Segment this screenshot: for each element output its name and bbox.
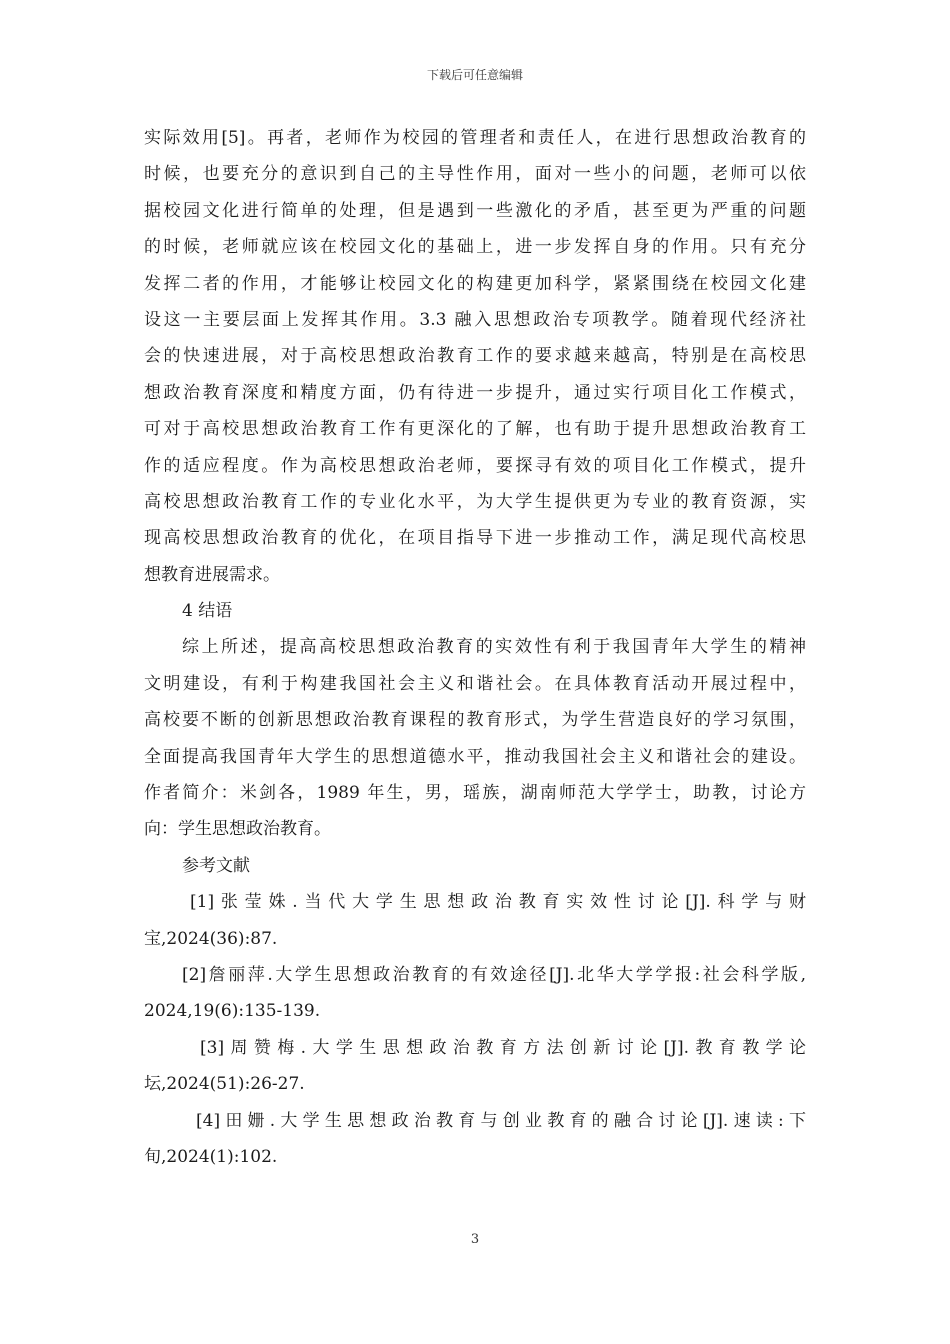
body-line: 作的适应程度。作为高校思想政治老师，要探寻有效的项目化工作模式，提升 — [144, 455, 806, 476]
paragraph-section-3-3 — [144, 120, 806, 593]
section-4-heading: 4 结语 — [182, 601, 233, 622]
reference-line: [2]詹丽萍.大学生思想政治教育的有效途径[J].北华大学学报:社会科学版, — [182, 964, 806, 985]
reference-item — [144, 1103, 806, 1176]
references-list — [144, 884, 806, 1175]
body-line: 文明建设，有利于构建我国社会主义和谐社会。在具体教育活动开展过程中， — [144, 673, 806, 694]
body-line: 可对于高校思想政治教育工作有更深化的了解，也有助于提升思想政治教育工 — [144, 419, 806, 440]
body-line: 高校思想政治教育工作的专业化水平，为大学生提供更为专业的教育资源，实 — [144, 491, 806, 512]
reference-item — [144, 957, 806, 1030]
body-line: 时候，也要充分的意识到自己的主导性作用，面对一些小的问题，老师可以依 — [144, 164, 806, 185]
body-line: 现高校思想政治教育的优化，在项目指导下进一步推动工作，满足现代高校思 — [144, 528, 806, 549]
page-number: 3 — [470, 1232, 480, 1247]
body-line: 高校要不断的创新思想政治教育课程的教育形式，为学生营造良好的学习氛围， — [144, 710, 806, 731]
references-heading: 参考文献 — [182, 855, 250, 876]
body-line: 实际效用[5]。再者，老师作为校园的管理者和责任人，在进行思想政治教育的 — [144, 128, 806, 148]
page-header-note: 下载后可任意编辑 — [426, 68, 523, 82]
body-line: 的时候，老师就应该在校园文化的基础上，进一步发挥自身的作用。只有充分 — [144, 237, 806, 258]
reference-line: [4]田姗.大学生思想政治教育与创业教育的融合讨论[J].速读:下 — [196, 1110, 806, 1131]
reference-item — [144, 884, 806, 957]
body-line: 想教育进展需求。 — [144, 564, 280, 585]
reference-line: 2024,19(6):135-139. — [144, 1001, 321, 1022]
reference-line: 坛,2024(51):26-27. — [144, 1074, 305, 1095]
body-line: 设这一主要层面上发挥其作用。3.3 融入思想政治专项教学。随着现代经济社 — [144, 309, 806, 330]
body-line: 会的快速进展，对于高校思想政治教育工作的要求越来越高，特别是在高校思 — [144, 346, 806, 367]
body-line: 想政治教育深度和精度方面，仍有待进一步提升，通过实行项目化工作模式， — [144, 382, 806, 403]
body-line: 全面提高我国青年大学生的思想道德水平，推动我国社会主义和谐社会的建设。 — [144, 746, 806, 767]
paragraph-conclusion — [144, 629, 806, 847]
document-body — [144, 120, 806, 1175]
reference-item — [144, 1030, 806, 1103]
reference-line: [1]张莹姝.当代大学生思想政治教育实效性讨论[J].科学与财 — [190, 892, 806, 913]
body-line: 发挥二者的作用，才能够让校园文化的构建更加科学，紧紧围绕在校园文化建 — [144, 273, 806, 294]
body-line: 据校园文化进行简单的处理，但是遇到一些激化的矛盾，甚至更为严重的问题 — [144, 200, 806, 221]
reference-line: [3]周赞梅.大学生思想政治教育方法创新讨论[J].教育教学论 — [200, 1037, 806, 1058]
body-line: 综上所述，提高高校思想政治教育的实效性有利于我国青年大学生的精神 — [182, 637, 806, 658]
reference-line: 宝,2024(36):87. — [144, 928, 278, 949]
reference-line: 旬,2024(1):102. — [144, 1146, 278, 1167]
author-bio-line: 作者简介：米剑各，1989 年生，男，瑶族，湖南师范大学学士，助教，讨论方 — [144, 783, 806, 804]
author-bio-line: 向：学生思想政治教育。 — [144, 819, 331, 840]
